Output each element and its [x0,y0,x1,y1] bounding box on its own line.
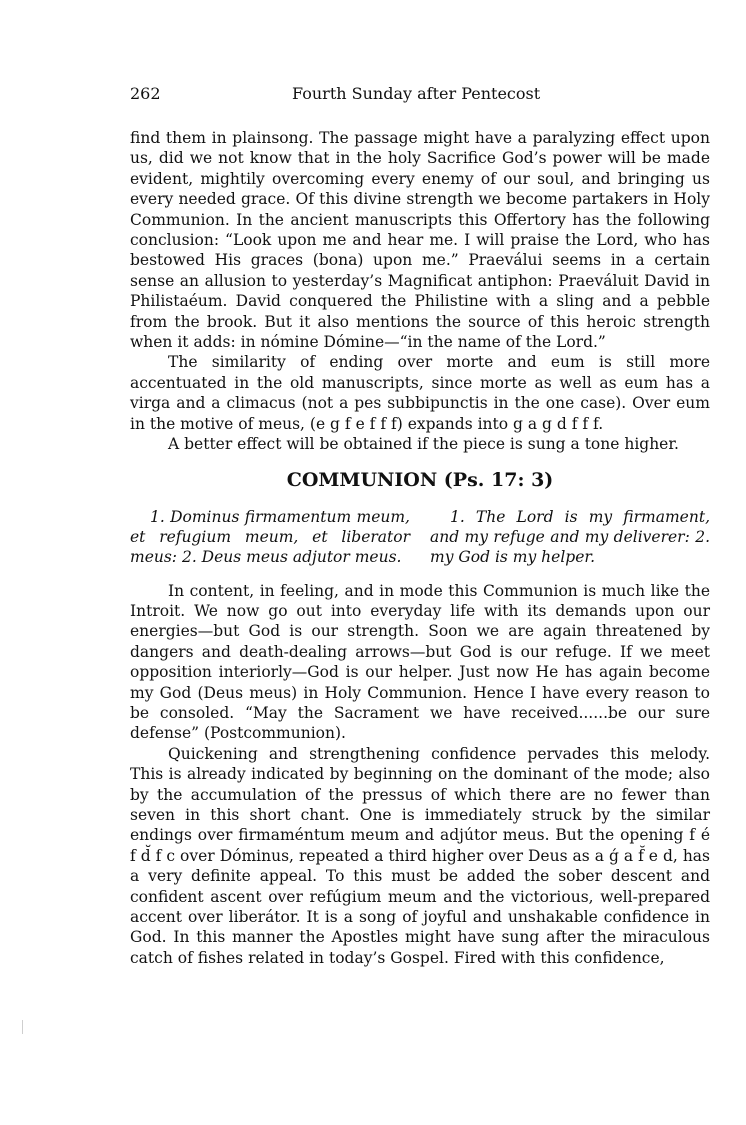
running-head [130,80,710,108]
paragraph-offertory-commentary: find them in plainsong. The passage might have a paralyzing effect upon us, did we not know that in the holy Sacrifice God’s power will be made evident, mightily overcoming every enemy of our soul, and bringing us every needed grace. Of this divine strength we become partakers in Holy Communion. In the ancient manuscripts this Offertory has the following conclusion: “Look upon me and hear me. I will praise the Lord, who has bestowed His graces (bona) upon me.” Praeválui seems in a certain sense an allusion to yesterday’s Magnificat antiphon: Praeváluit David in Philistaéum. David conquered the Philistine with a sling and a pebble from the brook. But it also mentions the source of this heroic strength when it adds: in nómine Dómine—“in the name of the Lord.” [130,129,710,352]
book-page [130,80,710,968]
paragraph-communion-content: In content, in feeling, and in mode this Communion is much like the Introit. We now go out into everyday life with its demands upon our energies—but God is our strength. Soon we are again threatened by dangers and death-dealing arrows—but God is our refuge. If we meet opposition interiorly—God is our helper. Just now He has again become my God (Deus meus) in Holy Communion. Hence I have every reason to be consoled. “May the Sacrament we have received......be our sure defense” (Postcommunion). [130,581,710,743]
body-text-top [130,128,710,455]
latin-text: 1. Dominus firmamentum meum, et refugium meum, et liberator meus: 2. Deus meus adjutor meus. [130,507,410,566]
page-number: 262 [130,84,161,103]
latin-text-column [130,507,410,567]
margin-mark [22,1020,23,1034]
body-text-bottom [130,581,710,969]
paragraph-manuscripts: The similarity of ending over morte and eum is still more accentuated in the old manuscripts, since morte as well as eum has a virga and a climacus (not a pes subbipunctis in the one case). Over eum in the motive of meus, (e g f e f f f) expands into g a g d f f f. [130,353,710,433]
paragraph-tone-note: A better effect will be obtained if the piece is sung a tone higher. [168,435,679,454]
section-heading: COMMUNION (Ps. 17: 3) [286,468,554,491]
chant-text-columns [130,507,710,567]
running-title: Fourth Sunday after Pentecost [292,84,541,103]
english-text-column [430,507,710,567]
english-text: 1. The Lord is my firmament, and my refuge and my deliverer: 2. my God is my helper. [430,507,710,566]
paragraph-melody-analysis: Quickening and strengthening confidence pervades this melody. This is already indicated by beginning on the dominant of the mode; also by the accumulation of the pressus of which there are no fewer than seven in this short chant. One is immediately struck by the similar endings over firmaméntum meum and adjútor meus. But the opening f é f d̆ f c over Dóminus, repeated a third higher over Deus as a ǵ a f̆ e d, has a very definite appeal. To this must be added the sober descent and confident ascent over refúgium meum and the victorious, well-prepared accent over liberátor. It is a song of joyful and unshakable confidence in God. In this manner the Apostles might have sung after the miraculous catch of fishes related in today’s Gospel. Fired with this confidence, [130,744,710,967]
